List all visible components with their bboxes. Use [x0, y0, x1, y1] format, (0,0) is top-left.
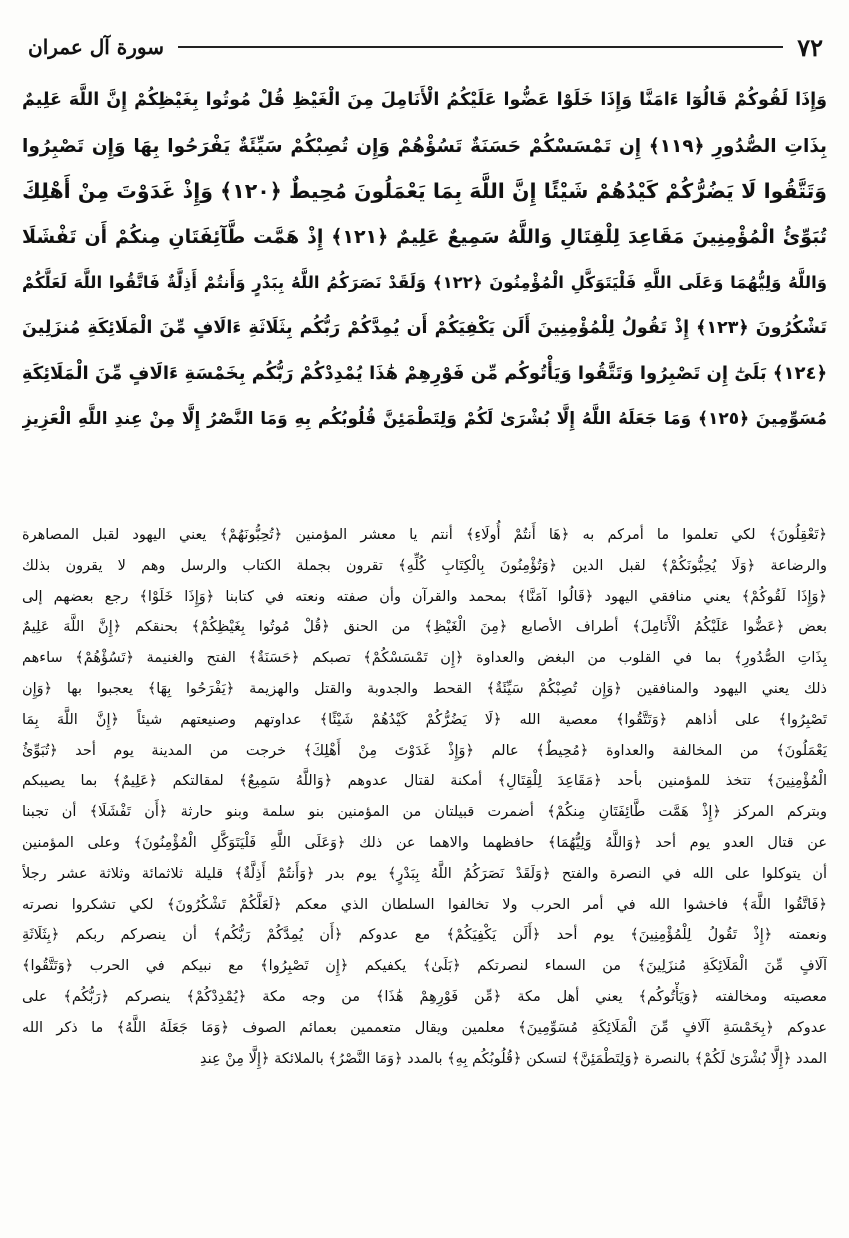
tafsir-line: تَصْبِرُوا﴾ على أذاهم ﴿وَتَتَّقُوا﴾ معصية الله ﴿لَا يَضُرُّكُمْ كَيْدُهُمْ شَيْئًا﴾ عداوتهم وصنيعتهم شيئاً ﴿إِنَّ اللَّهَ بِمَا	[22, 711, 827, 728]
tafsir-line: المدد ﴿إِلَّا بُشْرَىٰ لَكُمْ﴾ بالنصرة ﴿وَلِتَطْمَئِنَّ﴾ لتسكن ﴿قُلُوبُكُم بِهِ﴾ بالمدد ﴿وَمَا النَّصْرُ﴾ بالملائكة ﴿إِلَّا مِنْ عِندِ	[200, 1050, 827, 1067]
tafsir-line: وبتركم المركز ﴿إِذْ هَمَّت طَّائِفَتَانِ مِنكُمْ﴾ أضمرت قبيلتان من المؤمنين بنو سلمة وبنو حارثة ﴿أَن تَفْشَلَا﴾ أن تجبنا	[22, 804, 827, 821]
quran-line: ﴿١٢٤﴾ بَلَىٰٓ إِن تَصْبِرُوا وَتَتَّقُوا وَيَأْتُوكُم مِّن فَوْرِهِمْ هَٰذَا يُمْدِدْكُمْ رَبُّكُم بِخَمْسَةِ ءَالَافٍ مِّنَ الْمَلَائِكَةِ	[22, 363, 827, 384]
quran-line: وَتَتَّقُوا لَا يَضُرُّكُمْ كَيْدُهُمْ شَيْئًا إِنَّ اللَّهَ بِمَا يَعْمَلُونَ مُحِيطٌ ﴿١٢٠﴾ وَإِذْ غَدَوْتَ مِنْ أَهْلِكَ	[22, 179, 827, 203]
page-number: ٧٢	[797, 32, 823, 62]
quran-line: تُبَوِّئُ الْمُؤْمِنِينَ مَقَاعِدَ لِلْقِتَالِ وَاللَّهُ سَمِيعٌ عَلِيمٌ ﴿١٢١﴾ إِذْ هَمَّت طَّآئِفَتَانِ مِنكُمْ أَن تَفْشَلَا	[22, 225, 827, 248]
tafsir-line: معصيته ومخالفته ﴿وَيَأْتُوكُم﴾ يعني أهل مكة ﴿مِّن فَوْرِهِمْ هَٰذَا﴾ من وجه مكة ﴿يُمْدِدْكُمْ﴾ ينصركم ﴿رَبُّكُم﴾ على	[22, 988, 827, 1005]
tafsir-line: ﴿فَاتَّقُوا اللَّهَ﴾ فاخشوا الله في أمر الحرب ولا تخالفوا السلطان الذي معكم ﴿لَعَلَّكُمْ تَشْكُرُونَ﴾ لكي تشكروا نصرته	[22, 896, 827, 913]
page-header	[28, 30, 823, 64]
tafsir-line: يَعْمَلُونَ﴾ من المخالفة والعداوة ﴿مُحِيطٌ﴾ عالم ﴿وَإِذْ غَدَوْتَ مِنْ أَهْلِكَ﴾ خرجت من المدينة يوم أحد ﴿تُبَوِّئُ	[22, 742, 827, 759]
tafsir-line: الْمُؤْمِنِينَ﴾ تتخذ للمؤمنين بأحد ﴿مَقَاعِدَ لِلْقِتَالِ﴾ أمكنة لقتال عدوهم ﴿وَاللَّهُ سَمِيعٌ﴾ لمقالتكم ﴿عَلِيمٌ﴾ بما يصيبكم	[22, 773, 827, 790]
tafsir-line: عن قتال العدو يوم أحد ﴿وَاللَّهُ وَلِيُّهُمَا﴾ حافظهما والاهما عن ذلك ﴿وَعَلَى اللَّهِ فَلْيَتَوَكَّلِ الْمُؤْمِنُونَ﴾ وعلى المؤمنين	[22, 834, 827, 851]
tafsir-line: والرضاعة ﴿وَلَا يُحِبُّونَكُمْ﴾ لقبل الدين ﴿وَتُؤْمِنُونَ بِالْكِتَابِ كُلِّهِ﴾ تقرون بجملة الكتاب والرسل وهم لا يقرون بذلك	[22, 557, 827, 574]
tafsir-text-block	[22, 520, 827, 1074]
tafsir-line: بِذَاتِ الصُّدُورِ﴾ بما في القلوب من البغض والعداوة ﴿إِن تَمْسَسْكُمْ﴾ تصبكم ﴿حَسَنَةٌ﴾ الفتح والغنيمة ﴿تَسُؤْهُمْ﴾ ساءهم	[22, 650, 827, 667]
tafsir-line: ﴿وَإِذَا لَقُوكُمْ﴾ يعني منافقي اليهود ﴿قَالُوا آمَنَّا﴾ بمحمد والقرآن وأن صفته ونعته في كتابنا ﴿وَإِذَا خَلَوْا﴾ رجع بعضهم إلى	[22, 588, 827, 605]
tafsir-line: ذلك يعني اليهود والمنافقين ﴿وَإِن تُصِبْكُمْ سَيِّئَةٌ﴾ القحط والجدوبة والقتل والهزيمة ﴿يَفْرَحُوا بِهَا﴾ يعجبوا بها ﴿وَإِن	[22, 680, 827, 697]
tafsir-line: آلَافٍ مِّنَ الْمَلَائِكَةِ مُنزَلِينَ﴾ من السماء لنصرتكم ﴿بَلَىٰ﴾ يكفيكم ﴿إِن تَصْبِرُوا﴾ مع نبيكم في الحرب ﴿وَتَتَّقُوا﴾	[22, 958, 827, 975]
quran-line: بِذَاتِ الصُّدُورِ ﴿١١٩﴾ إِن تَمْسَسْكُمْ حَسَنَةٌ تَسُؤْهُمْ وَإِن تُصِبْكُمْ سَيِّئَةٌ يَفْرَحُوا بِهَا وَإِن تَصْبِرُوا	[22, 135, 827, 157]
quran-line: مُسَوِّمِينَ ﴿١٢٥﴾ وَمَا جَعَلَهُ اللَّهُ إِلَّا بُشْرَىٰ لَكُمْ وَلِتَطْمَئِنَّ قُلُوبُكُم بِهِ وَمَا النَّصْرُ إِلَّا مِنْ عِندِ اللَّهِ الْعَزِيزِ	[22, 408, 827, 429]
tafsir-line: ونعمته ﴿إِذْ تَقُولُ لِلْمُؤْمِنِينَ﴾ يوم أحد ﴿أَلَن يَكْفِيَكُمْ﴾ مع عدوكم ﴿أَن يُمِدَّكُمْ رَبُّكُم﴾ أن ينصركم ربكم ﴿بِثَلَاثَةِ	[22, 927, 827, 944]
tafsir-line: ﴿تَعْقِلُونَ﴾ لكي تعلموا ما أمركم به ﴿هَا أَنتُمْ أُولَاءِ﴾ أنتم يا معشر المؤمنين ﴿تُحِبُّونَهُمْ﴾ يعني اليهود لقبل المصاهرة	[22, 527, 827, 543]
quran-line: وَاللَّهُ وَلِيُّهُمَا وَعَلَى اللَّهِ فَلْيَتَوَكَّلِ الْمُؤْمِنُونَ ﴿١٢٢﴾ وَلَقَدْ نَصَرَكُمُ اللَّهُ بِبَدْرٍ وَأَنتُمْ أَذِلَّةٌ فَاتَّقُوا اللَّهَ لَعَلَّكُمْ	[22, 273, 827, 292]
quran-line: تَشْكُرُونَ ﴿١٢٣﴾ إِذْ تَقُولُ لِلْمُؤْمِنِينَ أَلَن يَكْفِيَكُمْ أَن يُمِدَّكُمْ رَبُّكُم بِثَلَاثَةِ ءَالَافٍ مِّنَ الْمَلَائِكَةِ مُنزَلِينَ	[22, 317, 827, 338]
surah-name: سورة آل عمران	[28, 35, 165, 59]
header-rule	[178, 46, 783, 48]
tafsir-line: بعض ﴿عَضُّوا عَلَيْكُمُ الْأَنَامِلَ﴾ أطراف الأصابع ﴿مِنَ الْغَيْظِ﴾ من الحنق ﴿قُلْ مُوتُوا بِغَيْظِكُمْ﴾ بحنقكم ﴿إِنَّ اللَّهَ عَلِيمٌ	[22, 619, 827, 636]
tafsir-line: أن يتوكلوا على الله في النصرة والفتح ﴿وَلَقَدْ نَصَرَكُمُ اللَّهُ بِبَدْرٍ﴾ يوم بدر ﴿وَأَنتُمْ أَذِلَّةٌ﴾ قليلة ثلاثمائة وثلاثة عشر رجلاً	[22, 865, 827, 882]
quran-text-block	[22, 78, 827, 442]
tafsir-line: عدوكم ﴿بِخَمْسَةِ آلَافٍ مِّنَ الْمَلَائِكَةِ مُسَوِّمِينَ﴾ معلمين ويقال متعممين بعمائم الصوف ﴿وَمَا جَعَلَهُ اللَّهُ﴾ ما ذكر الله	[22, 1019, 827, 1036]
quran-line: وَإِذَا لَقُوكُمْ قَالُوٓا ءَامَنَّا وَإِذَا خَلَوْا عَضُّوا عَلَيْكُمُ الْأَنَامِلَ مِنَ الْغَيْظِ قُلْ مُوتُوا بِغَيْظِكُمْ إِنَّ اللَّهَ عَلِيمٌ	[22, 90, 827, 110]
